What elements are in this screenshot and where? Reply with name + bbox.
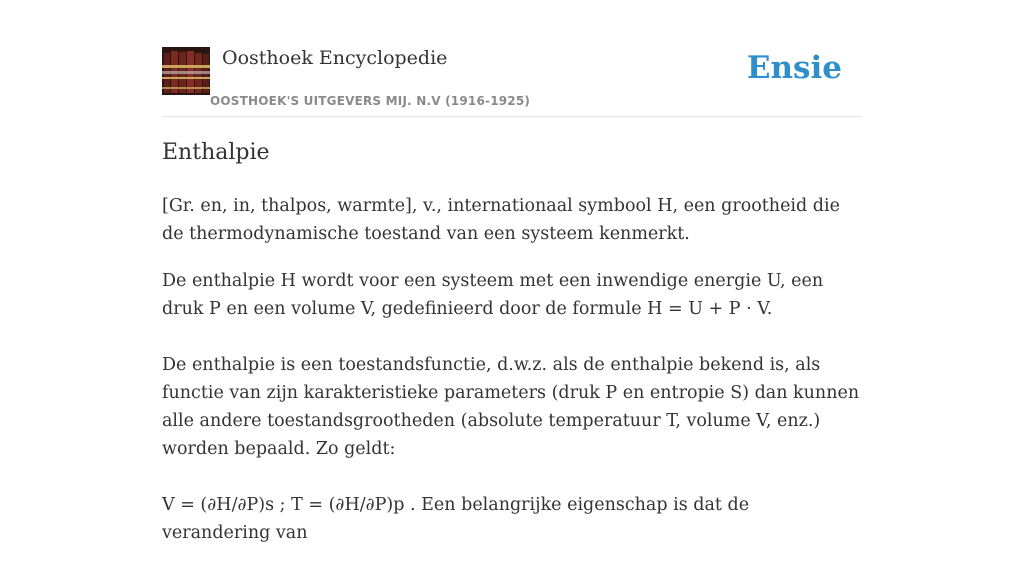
encyclopedia-books-icon[interactable] — [162, 47, 210, 95]
ensie-logo-link[interactable]: Ensie — [746, 50, 842, 86]
article-paragraph-formula: De enthalpie H wordt voor een systeem met een inwendige energie U, een druk P en een volume V, gedefinieerd door de formule H = U + P · V. De enthalpie is een toestandsfunctie, d.w.z. als de enthalpie bekend is, als functie van zijn karakteristieke parameters (druk P en entropie S) dan kunnen alle andere toestandsgrootheden (absolute temperatuur T, volume V, enz.) worden bepaald. Zo geldt: V = (∂H/∂P)s ; T = (∂H/∂P)p . Een belangrijke eigenschap is dat de verandering van — [162, 271, 860, 543]
article-body — [162, 192, 862, 566]
publisher-label: OOSTHOEK'S UITGEVERS MIJ. N.V (1916-1925) — [210, 94, 531, 108]
article-title: Enthalpie — [162, 140, 270, 165]
article-paragraph-definition: [Gr. en, in, thalpos, warmte], v., internationaal symbool H, een grootheid die de thermodynamische toestand van een systeem kenmerkt. — [162, 196, 840, 244]
site-name-link[interactable]: Oosthoek Encyclopedie — [222, 47, 448, 69]
site-header — [162, 46, 862, 117]
